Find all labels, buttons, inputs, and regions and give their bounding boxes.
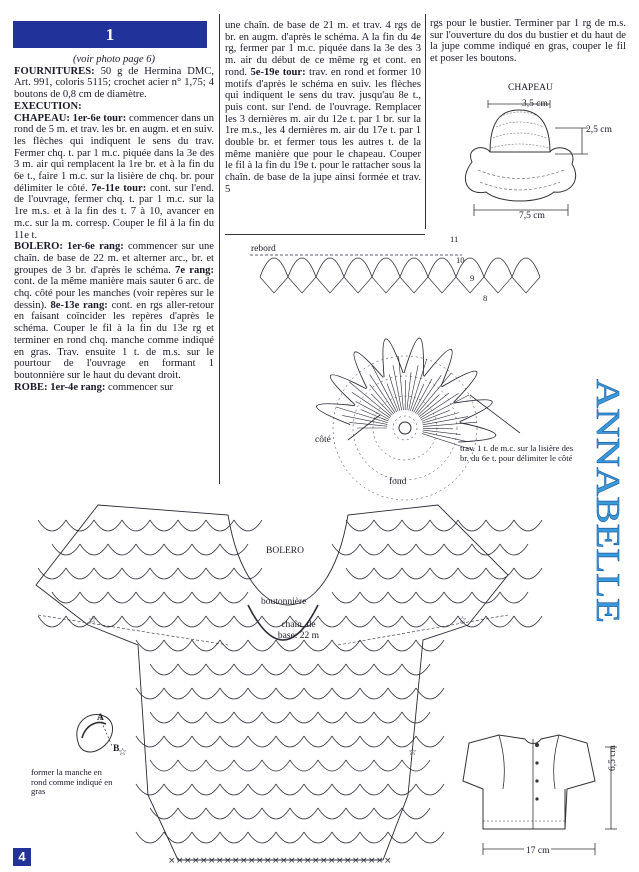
lattice-loop — [290, 664, 318, 675]
edging-chain — [484, 277, 512, 293]
lattice-loop — [304, 688, 332, 699]
lattice-loop — [136, 592, 164, 603]
edging-stitch: × — [240, 856, 248, 866]
lattice-loop — [514, 616, 542, 627]
marker-star: ☆ — [408, 747, 417, 758]
lattice-loop — [458, 568, 486, 579]
lattice-loop — [220, 592, 248, 603]
lattice-loop — [388, 784, 416, 795]
lattice-loop — [150, 760, 178, 771]
edging-stitch: × — [168, 856, 176, 866]
edging-chain — [260, 277, 288, 293]
lattice-loop — [192, 832, 220, 843]
lattice-loop — [318, 760, 346, 771]
edging-stitch: × — [224, 856, 232, 866]
lattice-loop — [402, 520, 430, 531]
materials-text: 50 g de Hermina DMC, Art. 991, coloris 5115; crochet acier n° 1,75; 4 boutons de 0,8 cm de diamètre. — [14, 65, 214, 101]
stitch-line — [415, 375, 441, 413]
hat-dimension-side: 2,5 cm — [586, 125, 612, 135]
lattice-loop — [430, 568, 458, 579]
edging-stitch: × — [304, 856, 312, 866]
lattice-loop — [346, 712, 374, 723]
edging-stitch: × — [208, 856, 216, 866]
instructions-column-3 — [430, 18, 626, 65]
lattice-loop — [360, 688, 388, 699]
stitch-line — [423, 432, 468, 442]
lattice-loop — [332, 688, 360, 699]
edging-stitch: × — [328, 856, 336, 866]
lattice-loop — [150, 712, 178, 723]
lattice-loop — [206, 808, 234, 819]
edging-arc — [316, 258, 344, 277]
instructions-column-2 — [225, 20, 421, 196]
base-chain-label: chaîn. de base: 22 m — [277, 620, 320, 641]
lattice-loop — [248, 784, 276, 795]
lattice-loop — [318, 808, 346, 819]
lattice-loop — [136, 640, 164, 651]
bolero-diagram-title: BOLERO — [266, 546, 304, 556]
lattice-loop — [416, 592, 444, 603]
edging-arc — [288, 258, 316, 277]
petal-arch — [330, 375, 366, 405]
hat-dimension-top: 3,5 cm — [522, 99, 548, 109]
lattice-loop — [388, 592, 416, 603]
lattice-loop — [206, 616, 234, 627]
edging-stitch: × — [352, 856, 360, 866]
lattice-loop — [346, 520, 374, 531]
point-b-label: B — [113, 744, 120, 754]
lattice-loop — [444, 592, 472, 603]
edging-stitch: × — [192, 856, 200, 866]
row-number-11: 11 — [450, 234, 459, 244]
lattice-loop — [332, 640, 360, 651]
lattice-loop — [388, 640, 416, 651]
lattice-loop — [262, 808, 290, 819]
lattice-loop — [360, 832, 388, 843]
lattice-loop — [360, 784, 388, 795]
lattice-loop — [402, 760, 430, 771]
lattice-loop — [486, 568, 514, 579]
lattice-loop — [150, 520, 178, 531]
lattice-loop — [290, 808, 318, 819]
stitch-line — [409, 365, 418, 410]
lattice-loop — [206, 664, 234, 675]
lattice-loop — [430, 520, 458, 531]
lattice-loop — [234, 808, 262, 819]
lattice-loop — [38, 616, 66, 627]
petal-arch — [404, 338, 423, 376]
side-title: ANNABELLE — [589, 379, 626, 583]
stitch-line — [423, 428, 453, 429]
edging-stitch: × — [296, 856, 304, 866]
edging-chain — [316, 277, 344, 293]
lattice-loop — [276, 736, 304, 747]
direction-arrow — [348, 415, 380, 440]
buttonhole-label: boutonnière — [261, 597, 307, 607]
lattice-loop — [234, 664, 262, 675]
lattice-loop — [416, 832, 444, 843]
dress-label: ROBE: 1er-4e rang: — [14, 381, 106, 393]
column-divider — [219, 14, 220, 484]
instructions-column-1 — [14, 54, 214, 393]
edging-stitch: × — [376, 856, 384, 866]
hat-label: CHAPEAU: 1er-6e tour: — [14, 112, 127, 124]
lattice-loop — [150, 568, 178, 579]
edging-arc — [372, 258, 400, 277]
lattice-loop — [318, 712, 346, 723]
stitch-line — [342, 415, 387, 424]
edging-arc — [428, 258, 456, 277]
lattice-loop — [220, 544, 248, 555]
lattice-loop — [94, 520, 122, 531]
lattice-loop — [402, 808, 430, 819]
lattice-loop — [360, 640, 388, 651]
round-ring — [393, 416, 417, 440]
lattice-loop — [164, 832, 192, 843]
lattice-loop — [360, 592, 388, 603]
lattice-loop — [178, 760, 206, 771]
lattice-loop — [136, 736, 164, 747]
lattice-loop — [486, 520, 514, 531]
lattice-loop — [346, 760, 374, 771]
lattice-loop — [178, 712, 206, 723]
lattice-loop — [122, 616, 150, 627]
lattice-loop — [388, 736, 416, 747]
edging-stitch: × — [200, 856, 208, 866]
lattice-loop — [192, 784, 220, 795]
side-label: côté — [315, 435, 331, 445]
edging-chain — [372, 277, 400, 293]
lattice-loop — [164, 784, 192, 795]
schematic-height-label: 6,5 cm — [608, 745, 618, 771]
direction-arrow — [470, 395, 520, 433]
hat-paragraph: CHAPEAU: 1er-6e tour: commencer dans un rond de 5 m. et trav. les br. en augm. et en suiv. les flèches qui indiquent le sens du trav. Fermer chq. t. par 1 m.c. piquée dans la 3e des 3 m. air qui remplacent la 1re br. et à la fin du 6e t., faire 1 m.c. sur la lisière de chq. br. pour délimiter le côté. 7e-11e tour: cont. sur l'end. de l'ouvrage, fermer chq. t. par 1 m.c. sur la 1re m.s. et à la fin des t. 7 à 10, avancer en m.c. sur la m. corresp. Couper le fil à la fin du 11e t. — [14, 112, 215, 241]
lattice-loop — [66, 520, 94, 531]
lattice-loop — [304, 640, 332, 651]
lattice-loop — [290, 760, 318, 771]
edging-stitch: × — [232, 856, 240, 866]
hat-diagram — [460, 92, 620, 222]
hat-dimension-bottom: 7,5 cm — [519, 211, 545, 221]
lattice-loop — [304, 736, 332, 747]
lattice-loop — [234, 520, 262, 531]
edging-chain — [344, 277, 372, 293]
lattice-loop — [360, 544, 388, 555]
center-ring — [399, 422, 411, 434]
lattice-loop — [136, 784, 164, 795]
dress-paragraph: une chaîn. de base de 21 m. et trav. 4 rgs de br. en augm. d'après le schéma. A la fin du 4e rg, fermer par 1 m.c. piquée dans la 3e des 3 m. air du début de ce même rg et cont. en rond. 5e-19e tour: trav. en rond et former 10 motifs d'après le schéma en suiv. les flèches qui indiquent le sens du trav. jusqu'au 8e t., puis cont. sur l'end. de l'ouvrage. Remplacer les 3 dernières m. air du 12e t. par 1 br. sur la 1re m.s., les 4 dernières m. air du 17e t. par 1 double br. et fermer tous les autres t. de la même manière que pour le chapeau. Couper le fil à la fin du 19e t. pour le rattacher sous la chaîn. de base de la jupe ainsi formée et trav. 5 — [225, 20, 421, 195]
lattice-loop — [388, 544, 416, 555]
lattice-loop — [276, 688, 304, 699]
lattice-loop — [248, 688, 276, 699]
edging-arc — [344, 258, 372, 277]
lattice-loop — [514, 568, 542, 579]
lattice-loop — [402, 616, 430, 627]
bolero-label: BOLERO: 1er-6e rang: — [14, 241, 124, 253]
lattice-loop — [248, 640, 276, 651]
petal-arch — [458, 423, 496, 442]
edging-stitch: × — [344, 856, 352, 866]
lattice-loop — [346, 808, 374, 819]
lattice-loop — [164, 544, 192, 555]
stitch-line — [399, 356, 404, 410]
lattice-loop — [374, 568, 402, 579]
edging-arc — [400, 258, 428, 277]
lattice-loop — [108, 592, 136, 603]
edging-arc — [260, 258, 288, 277]
lattice-loop — [374, 712, 402, 723]
lattice-loop — [150, 616, 178, 627]
lattice-loop — [374, 616, 402, 627]
materials-paragraph — [14, 66, 214, 101]
lattice-loop — [248, 736, 276, 747]
lattice-loop — [136, 544, 164, 555]
lattice-loop — [374, 520, 402, 531]
lattice-loop — [220, 640, 248, 651]
rebord-label: rebord — [251, 244, 276, 254]
lattice-loop — [220, 688, 248, 699]
edging-stitch: × — [312, 856, 320, 866]
lattice-loop — [276, 784, 304, 795]
bottom-label: fond — [389, 477, 407, 487]
lattice-loop — [164, 640, 192, 651]
lattice-loop — [402, 568, 430, 579]
stitch-line — [407, 372, 411, 410]
lattice-loop — [444, 544, 472, 555]
row-number-9: 9 — [470, 273, 475, 283]
lattice-loop — [164, 736, 192, 747]
lattice-loop — [192, 688, 220, 699]
lattice-loop — [206, 760, 234, 771]
bolero-outline — [36, 505, 508, 860]
lattice-loop — [80, 592, 108, 603]
lattice-loop — [178, 568, 206, 579]
lattice-loop — [108, 544, 136, 555]
edging-stitch: × — [176, 856, 184, 866]
lattice-loop — [500, 544, 528, 555]
lattice-loop — [178, 520, 206, 531]
lattice-loop — [136, 688, 164, 699]
lattice-loop — [500, 592, 528, 603]
lattice-loop — [66, 568, 94, 579]
lattice-loop — [332, 784, 360, 795]
lattice-loop — [304, 784, 332, 795]
lattice-loop — [178, 664, 206, 675]
stitch-line — [421, 395, 469, 420]
lattice-loop — [430, 616, 458, 627]
lattice-loop — [374, 664, 402, 675]
lattice-loop — [122, 520, 150, 531]
column-divider — [425, 14, 426, 229]
edging-stitch: × — [184, 856, 192, 866]
lattice-loop — [206, 520, 234, 531]
marker-star: ☆ — [88, 615, 97, 626]
lattice-loop — [374, 808, 402, 819]
lattice-loop — [486, 616, 514, 627]
lattice-loop — [248, 832, 276, 843]
lattice-loop — [276, 640, 304, 651]
lattice-loop — [374, 760, 402, 771]
petal-arch — [354, 352, 383, 388]
edging-arc — [484, 258, 512, 277]
materials-label: FOURNITURES: — [14, 65, 95, 77]
edging-chain — [400, 277, 428, 293]
photo-reference: (voir photo page 6) — [72, 54, 156, 65]
lattice-loop — [136, 832, 164, 843]
row-number-10: 10 — [456, 255, 465, 265]
lattice-loop — [262, 712, 290, 723]
side-stitch-note: trav. 1 t. de m.c. sur la lisière des br. du 6e t. pour délimiter le côté — [460, 443, 574, 463]
lattice-loop — [192, 592, 220, 603]
lattice-loop — [234, 568, 262, 579]
page-number: 4 — [13, 848, 31, 866]
lattice-loop — [52, 592, 80, 603]
lattice-loop — [332, 592, 360, 603]
edging-chain — [288, 277, 316, 293]
row-number-8: 8 — [483, 293, 488, 303]
lattice-loop — [276, 832, 304, 843]
edging-chain — [512, 277, 540, 293]
lattice-loop — [304, 832, 332, 843]
pattern-number-header: 1 — [13, 21, 207, 48]
lattice-loop — [94, 616, 122, 627]
lattice-loop — [472, 592, 500, 603]
petal-arch — [454, 400, 492, 422]
lattice-loop — [178, 808, 206, 819]
lattice-loop — [388, 832, 416, 843]
point-a-label: A — [97, 713, 104, 723]
lattice-loop — [206, 712, 234, 723]
lattice-loop — [164, 592, 192, 603]
edging-stitch: × — [368, 856, 376, 866]
marker-star: ☆ — [118, 747, 127, 758]
bolero-paragraph: BOLERO: 1er-6e rang: commencer sur une chaîn. de base de 22 m. et alterner arc., br. et groupes de 3 br. d'après le schéma. 7e rang: cont. de la même manière mais sauter 6 arc. de chq. côté pour les manches (voir repères sur le dessin). 8e-13e rang: cont. en rgs aller-retour en faisant coïncider les repères d'après le schéma. Couper le fil à la fin du 13e rg et terminer en rond chq. manche comme indiqué en gras. Trav. ensuite 1 t. de m.s. sur le pourtour de l'ouvrage en formant 1 boutonnière sur le haut du devant droit. — [14, 241, 214, 381]
stitch-line — [417, 373, 452, 414]
lattice-loop — [332, 832, 360, 843]
lattice-loop — [416, 784, 444, 795]
execution-heading: EXECUTION: — [14, 100, 82, 112]
lattice-loop — [332, 544, 360, 555]
lattice-loop — [206, 568, 234, 579]
lattice-loop — [234, 760, 262, 771]
edging-stitch: × — [320, 856, 328, 866]
stitch-line — [423, 430, 461, 434]
edging-stitch: × — [256, 856, 264, 866]
lattice-loop — [346, 664, 374, 675]
lattice-loop — [262, 760, 290, 771]
lattice-loop — [360, 736, 388, 747]
lattice-loop — [290, 712, 318, 723]
lattice-loop — [220, 784, 248, 795]
lattice-loop — [80, 544, 108, 555]
edging-stitch: × — [272, 856, 280, 866]
lattice-loop — [38, 520, 66, 531]
lattice-loop — [514, 520, 542, 531]
lattice-loop — [234, 712, 262, 723]
lattice-loop — [122, 568, 150, 579]
lattice-loop — [402, 664, 430, 675]
lattice-loop — [416, 736, 444, 747]
lattice-loop — [388, 688, 416, 699]
lattice-loop — [416, 640, 444, 651]
lattice-loop — [318, 664, 346, 675]
edging-stitch: × — [264, 856, 272, 866]
edging-stitch: × — [384, 856, 392, 866]
edging-stitch: × — [360, 856, 368, 866]
lattice-loop — [262, 664, 290, 675]
lattice-loop — [416, 544, 444, 555]
schematic-width-label: 17 cm — [526, 846, 550, 856]
lattice-loop — [220, 736, 248, 747]
lattice-loop — [192, 736, 220, 747]
edging-stitch: × — [216, 856, 224, 866]
lattice-loop — [192, 544, 220, 555]
lattice-loop — [346, 568, 374, 579]
edging-chain — [428, 277, 456, 293]
lattice-loop — [416, 688, 444, 699]
sleeve-marker-line — [38, 615, 228, 645]
lattice-loop — [178, 616, 206, 627]
lattice-loop — [150, 664, 178, 675]
edging-stitch: × — [288, 856, 296, 866]
petal-arch — [317, 404, 355, 425]
marker-star: ☆ — [458, 615, 467, 626]
lattice-loop — [150, 808, 178, 819]
edging-stitch: × — [248, 856, 256, 866]
edging-stitch: × — [336, 856, 344, 866]
lattice-loop — [94, 568, 122, 579]
petal-arch — [442, 371, 477, 402]
dress-paragraph-start: ROBE: 1er-4e rang: commencer sur — [14, 381, 174, 393]
lattice-loop — [332, 736, 360, 747]
sleeve-note: former la manche en rond comme indiqué en gras — [31, 767, 113, 797]
lattice-loop — [164, 688, 192, 699]
finishing-paragraph: rgs pour le bustier. Terminer par 1 rg de m.s. sur l'ouverture du dos du bustier et du haut de la jupe comme indiqué en gras, couper le fil et poser les boutons. — [430, 18, 626, 65]
edging-arc — [512, 258, 540, 277]
edging-stitch: × — [280, 856, 288, 866]
hat-diagram-title: CHAPEAU — [508, 83, 553, 93]
side-title-banner — [584, 377, 628, 625]
petal-arch — [424, 349, 452, 386]
lattice-loop — [346, 616, 374, 627]
stitch-line — [393, 365, 402, 410]
lattice-loop — [220, 832, 248, 843]
